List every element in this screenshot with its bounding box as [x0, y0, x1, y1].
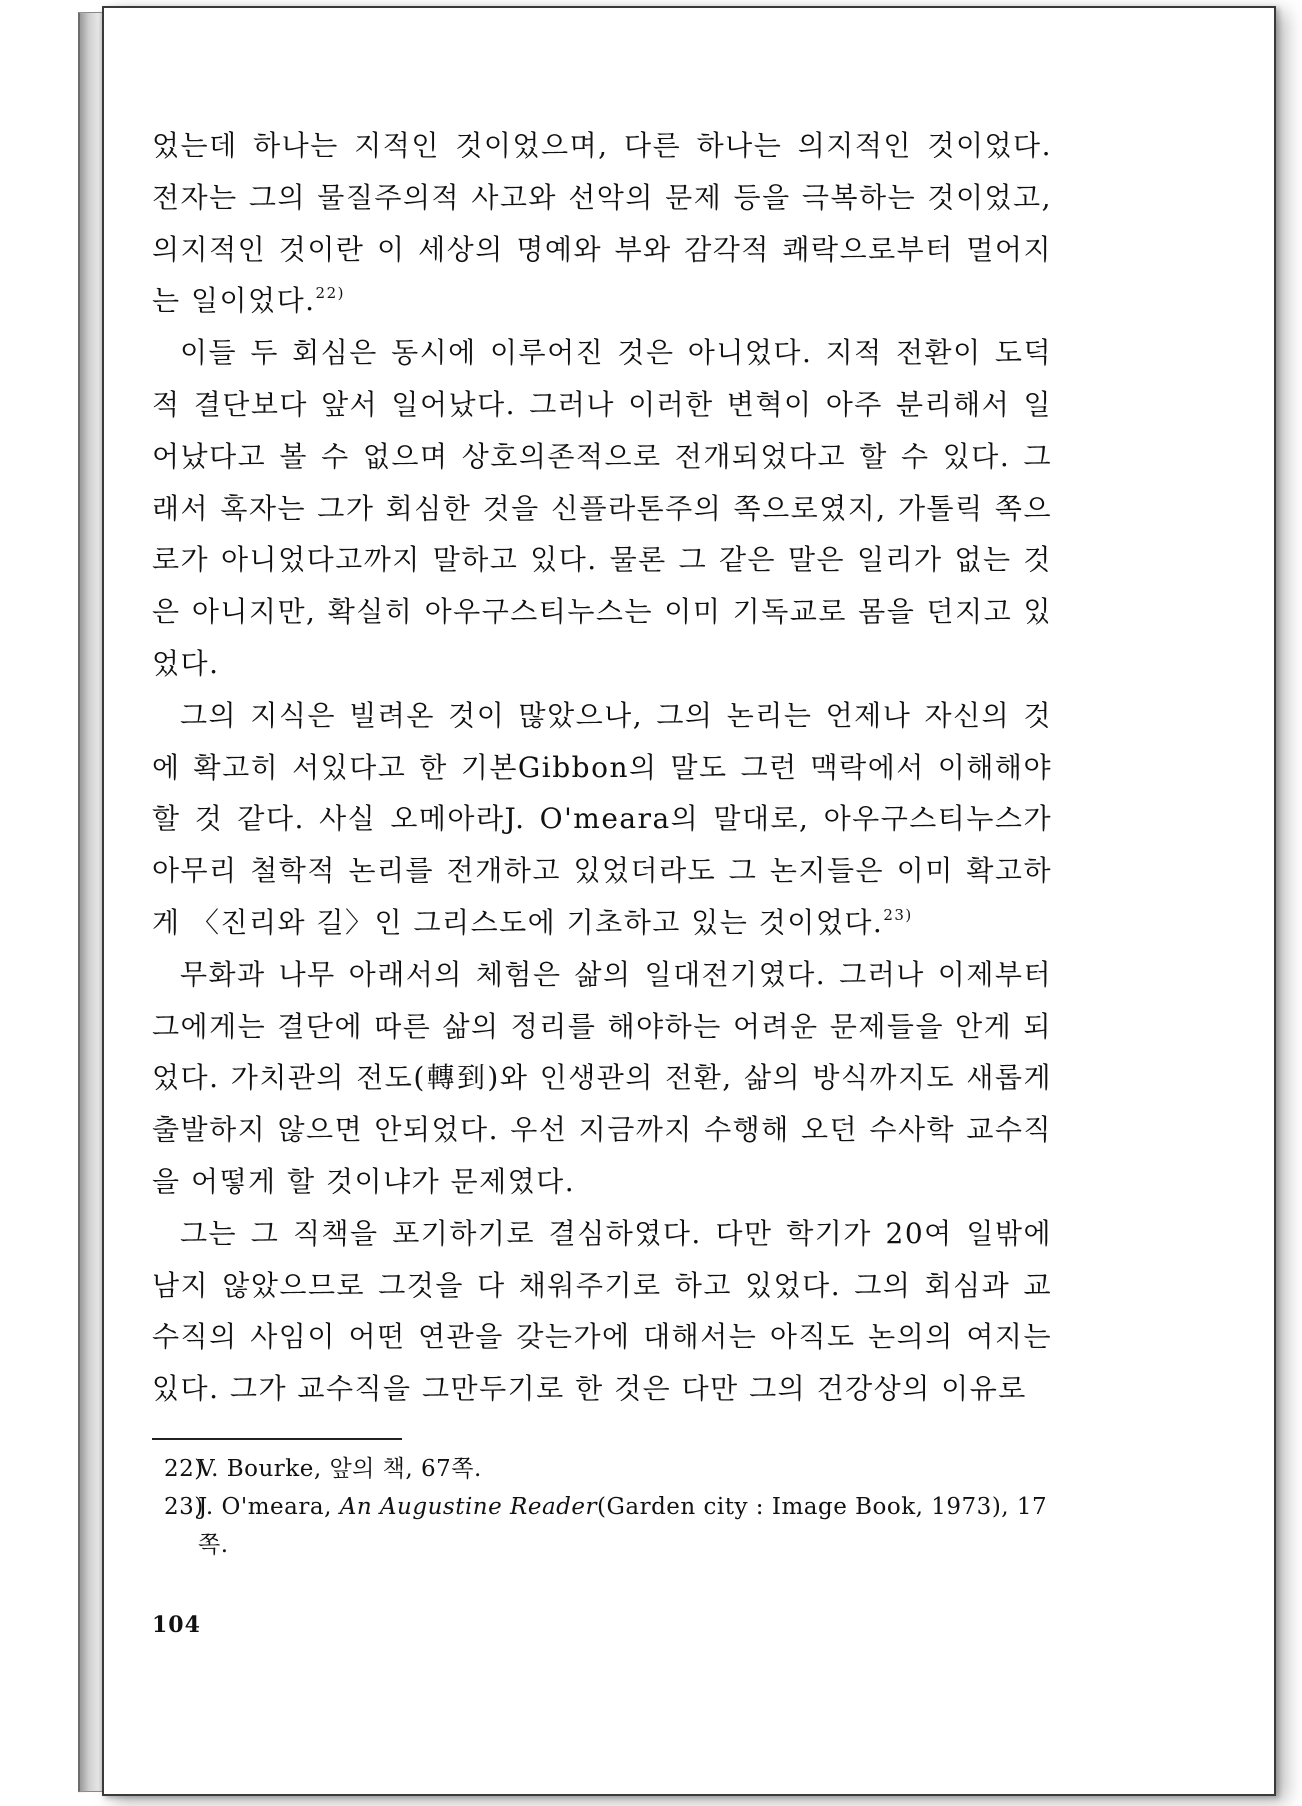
paragraph-text: 이들 두 회심은 동시에 이루어진 것은 아니었다. 지적 전환이 도덕적 결단보다 앞서 일어났다. 그러나 이러한 변혁이 아주 분리해서 일어났다고 볼 수 없으며 상호의존적으로 전개되었다고 할 수 있다. 그래서 혹자는 그가 회심한 것을 신플라톤주의 쪽으로였지, 가톨릭 쪽으로가 아니었다고까지 말하고 있다. 물론 그 같은 말은 일리가 없는 것은 아니지만, 확실히 아우구스티누스는 이미 기독교로 몸을 던지고 있었다.: [152, 336, 1052, 680]
paragraph-4: [152, 949, 1052, 1208]
footnote-ref-22[interactable]: 22): [315, 284, 345, 303]
paragraph-5: [152, 1208, 1052, 1415]
paragraph-1: [152, 120, 1052, 327]
footnote-ref-23[interactable]: 23): [883, 905, 913, 924]
footnote-divider: [152, 1438, 402, 1440]
footnote-mark: 22): [164, 1456, 204, 1482]
footnote-text: J. O'meara,: [198, 1494, 340, 1520]
paragraph-text: 무화과 나무 아래서의 체험은 삶의 일대전기였다. 그러나 이제부터 그에게는 결단에 따른 삶의 정리를 해야하는 어려운 문제들을 안게 되었다. 가치관의 전도(轉到)와 인생관의 전환, 삶의 방식까지도 새롭게 출발하지 않으면 안되었다. 우선 지금까지 수행해 오던 수사학 교수직을 어떻게 할 것이냐가 문제였다.: [152, 957, 1052, 1198]
footnote-23: [152, 1488, 1052, 1564]
footnote-text: V. Bourke, 앞의 책, 67쪽.: [198, 1456, 482, 1482]
footnotes: [152, 1450, 1052, 1564]
paragraph-2: [152, 327, 1052, 690]
paragraph-text: 그의 지식은 빌려온 것이 많았으나, 그의 논리는 언제나 자신의 것에 확고히 서있다고 한 기본Gibbon의 말도 그런 맥락에서 이해해야 할 것 같다. 사실 오메아라J. O'meara의 말대로, 아우구스티누스가 아무리 철학적 논리를 전개하고 있었더라도 그 논지들은 이미 확고하게 〈진리와 길〉인 그리스도에 기초하고 있는 것이었다.: [152, 698, 1052, 939]
paragraph-text: 었는데 하나는 지적인 것이었으며, 다른 하나는 의지적인 것이었다. 전자는 그의 물질주의적 사고와 선악의 문제 등을 극복하는 것이었고, 의지적인 것이란 이 세상의 명예와 부와 감각적 쾌락으로부터 멀어지는 일이었다.: [152, 129, 1052, 318]
paragraph-text: 그는 그 직책을 포기하기로 결심하였다. 다만 학기가 20여 일밖에 남지 않았으므로 그것을 다 채워주기로 하고 있었다. 그의 회심과 교수직의 사임이 어떤 연관을 갖는가에 대해서는 아직도 논의의 여지는 있다. 그가 교수직을 그만두기로 한 것은 다만 그의 건강상의 이유로: [152, 1216, 1052, 1406]
footnote-22: [152, 1450, 1052, 1488]
body-text: [152, 120, 1052, 1415]
page-number: 104: [152, 1612, 201, 1638]
footnote-text-after: (Garden city : Image Book, 1973), 17쪽.: [198, 1494, 1048, 1558]
paragraph-3: [152, 690, 1052, 949]
footnote-italic-title: An Augustine Reader: [339, 1494, 598, 1520]
footnote-mark: 23): [164, 1494, 204, 1520]
